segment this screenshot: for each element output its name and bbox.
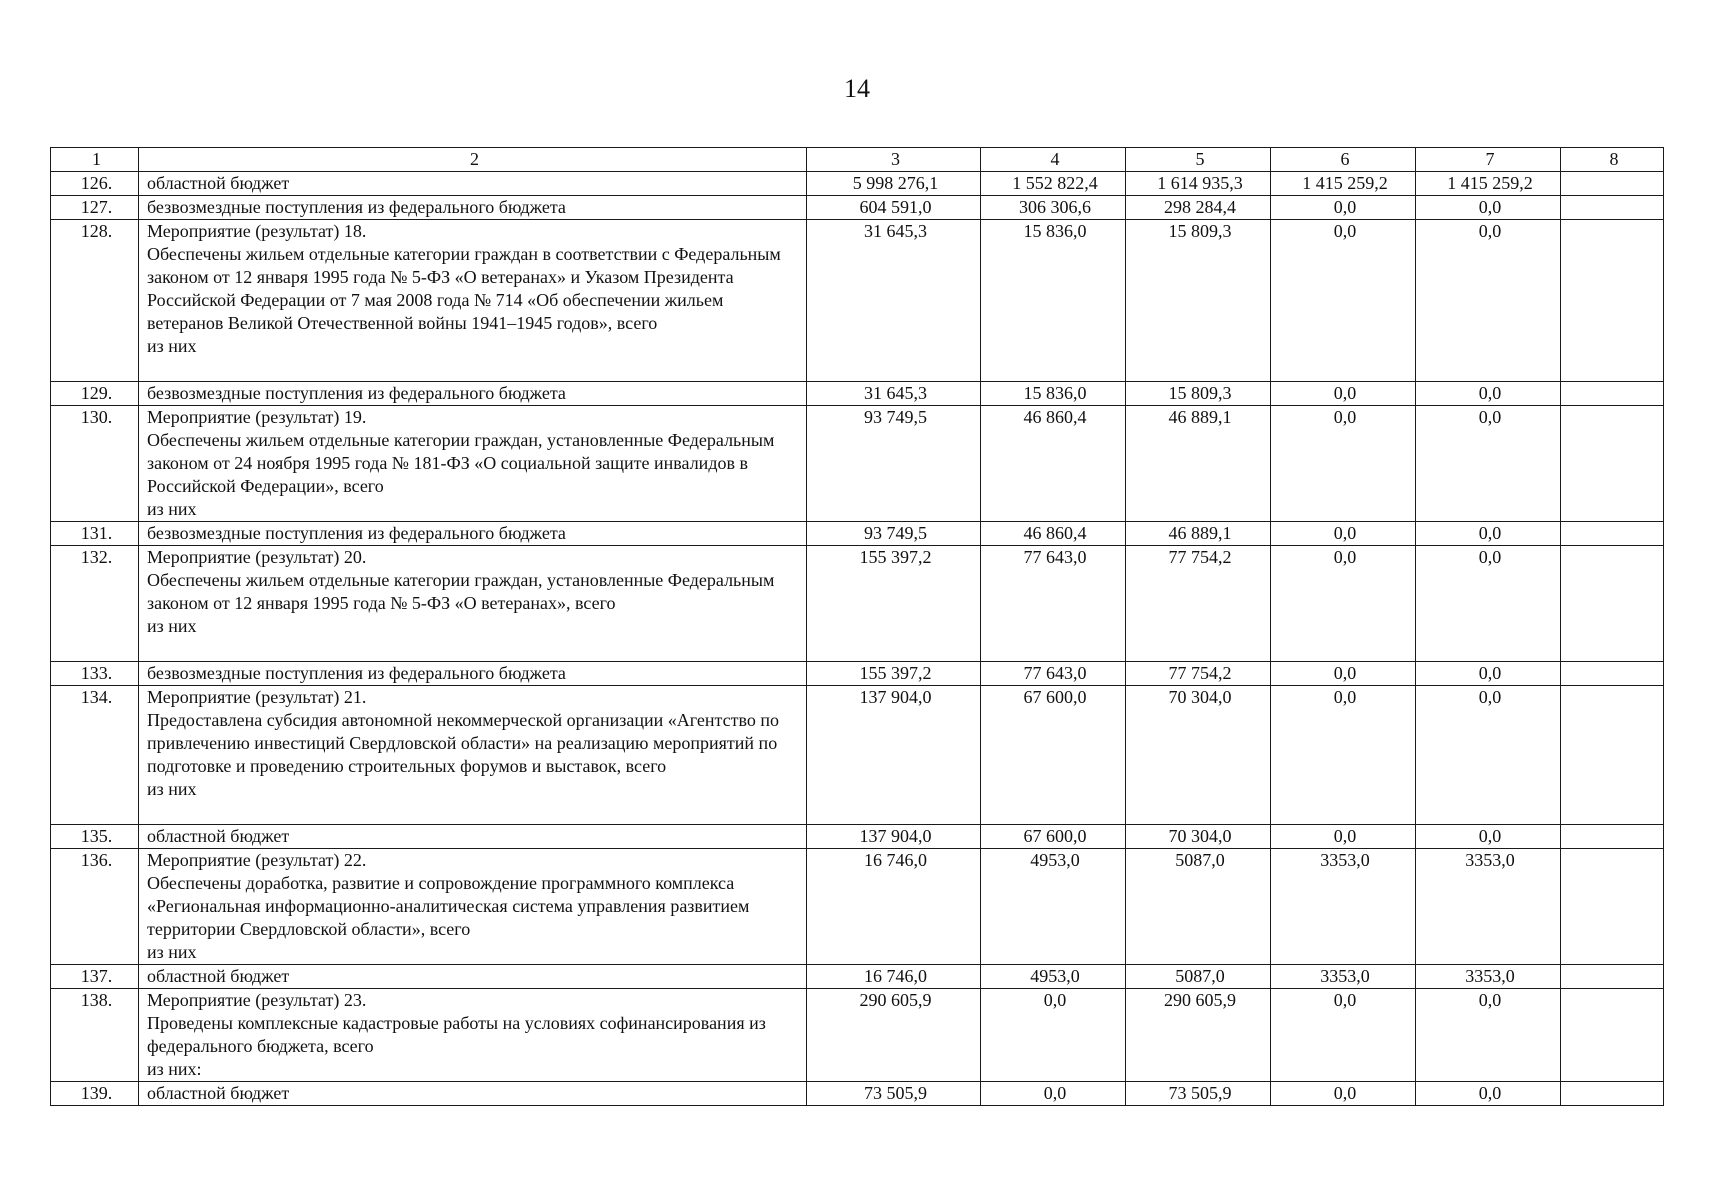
value-col-8 <box>1561 522 1664 546</box>
row-number: 135. <box>51 825 139 849</box>
value-col-5: 77 754,2 <box>1126 662 1271 686</box>
row-description: безвозмездные поступления из федерального бюджета <box>139 382 807 406</box>
table-row <box>51 849 1664 965</box>
row-number: 139. <box>51 1082 139 1106</box>
value-col-3: 137 904,0 <box>807 825 981 849</box>
value-col-8 <box>1561 382 1664 406</box>
value-col-8 <box>1561 546 1664 662</box>
row-number: 129. <box>51 382 139 406</box>
table-row <box>51 825 1664 849</box>
value-col-7: 1 415 259,2 <box>1416 172 1561 196</box>
value-col-6: 0,0 <box>1271 522 1416 546</box>
value-col-5: 70 304,0 <box>1126 686 1271 825</box>
value-col-8 <box>1561 1082 1664 1106</box>
value-col-8 <box>1561 172 1664 196</box>
row-number: 138. <box>51 989 139 1082</box>
value-col-3: 31 645,3 <box>807 382 981 406</box>
value-col-7: 0,0 <box>1416 406 1561 522</box>
value-col-3: 31 645,3 <box>807 220 981 382</box>
value-col-8 <box>1561 196 1664 220</box>
value-col-4: 0,0 <box>981 989 1126 1082</box>
value-col-5: 46 889,1 <box>1126 406 1271 522</box>
header-cell-3: 3 <box>807 148 981 172</box>
value-col-3: 137 904,0 <box>807 686 981 825</box>
value-col-7: 0,0 <box>1416 546 1561 662</box>
header-cell-2: 2 <box>139 148 807 172</box>
row-number: 133. <box>51 662 139 686</box>
value-col-4: 4953,0 <box>981 965 1126 989</box>
row-number: 128. <box>51 220 139 382</box>
value-col-5: 73 505,9 <box>1126 1082 1271 1106</box>
value-col-6: 0,0 <box>1271 546 1416 662</box>
value-col-3: 93 749,5 <box>807 406 981 522</box>
table-row <box>51 382 1664 406</box>
row-number: 131. <box>51 522 139 546</box>
header-cell-5: 5 <box>1126 148 1271 172</box>
value-col-3: 290 605,9 <box>807 989 981 1082</box>
row-description: Мероприятие (результат) 21. Предоставлена субсидия автономной некоммерческой организации «Агентство по привлечению инвестиций Свердловской области» на реализацию мероприятий по подготовке и проведению строительных форумов и выставок, всего из них <box>139 686 807 825</box>
row-description: Мероприятие (результат) 22. Обеспечены доработка, развитие и сопровождение программного комплекса «Региональная информационно-аналитическая система управления развитием территории Свердловской области», всего из них <box>139 849 807 965</box>
value-col-4: 46 860,4 <box>981 406 1126 522</box>
table-row <box>51 965 1664 989</box>
value-col-4: 4953,0 <box>981 849 1126 965</box>
row-description: Мероприятие (результат) 19. Обеспечены жильем отдельные категории граждан, установленные Федеральным законом от 24 ноября 1995 года № 181-ФЗ «О социальной защите инвалидов в Российской Федерации», всего из них <box>139 406 807 522</box>
value-col-3: 73 505,9 <box>807 1082 981 1106</box>
table-row <box>51 220 1664 382</box>
table-row <box>51 406 1664 522</box>
value-col-3: 16 746,0 <box>807 849 981 965</box>
value-col-6: 0,0 <box>1271 662 1416 686</box>
value-col-5: 298 284,4 <box>1126 196 1271 220</box>
value-col-5: 70 304,0 <box>1126 825 1271 849</box>
table-row <box>51 172 1664 196</box>
value-col-3: 155 397,2 <box>807 546 981 662</box>
value-col-8 <box>1561 825 1664 849</box>
page-number: 14 <box>844 74 870 103</box>
row-number: 132. <box>51 546 139 662</box>
value-col-3: 93 749,5 <box>807 522 981 546</box>
table-row <box>51 196 1664 220</box>
value-col-5: 15 809,3 <box>1126 220 1271 382</box>
row-number: 127. <box>51 196 139 220</box>
value-col-7: 0,0 <box>1416 825 1561 849</box>
table-row <box>51 662 1664 686</box>
table-header-row <box>51 148 1664 172</box>
value-col-8 <box>1561 662 1664 686</box>
value-col-3: 16 746,0 <box>807 965 981 989</box>
value-col-4: 67 600,0 <box>981 825 1126 849</box>
value-col-3: 604 591,0 <box>807 196 981 220</box>
value-col-6: 0,0 <box>1271 825 1416 849</box>
row-description: Мероприятие (результат) 23. Проведены комплексные кадастровые работы на условиях софинансирования из федерального бюджета, всего из них: <box>139 989 807 1082</box>
value-col-7: 0,0 <box>1416 382 1561 406</box>
value-col-5: 5087,0 <box>1126 965 1271 989</box>
value-col-5: 46 889,1 <box>1126 522 1271 546</box>
value-col-7: 0,0 <box>1416 686 1561 825</box>
value-col-5: 15 809,3 <box>1126 382 1271 406</box>
header-cell-4: 4 <box>981 148 1126 172</box>
value-col-6: 0,0 <box>1271 989 1416 1082</box>
table-row <box>51 522 1664 546</box>
table-row <box>51 1082 1664 1106</box>
row-description: областной бюджет <box>139 1082 807 1106</box>
table-row <box>51 546 1664 662</box>
value-col-4: 15 836,0 <box>981 220 1126 382</box>
value-col-7: 0,0 <box>1416 220 1561 382</box>
value-col-7: 0,0 <box>1416 989 1561 1082</box>
value-col-6: 0,0 <box>1271 382 1416 406</box>
value-col-6: 0,0 <box>1271 220 1416 382</box>
row-description: областной бюджет <box>139 172 807 196</box>
value-col-7: 0,0 <box>1416 662 1561 686</box>
value-col-7: 0,0 <box>1416 1082 1561 1106</box>
value-col-5: 5087,0 <box>1126 849 1271 965</box>
value-col-4: 46 860,4 <box>981 522 1126 546</box>
value-col-6: 0,0 <box>1271 196 1416 220</box>
value-col-4: 1 552 822,4 <box>981 172 1126 196</box>
row-description: безвозмездные поступления из федерального бюджета <box>139 196 807 220</box>
row-number: 136. <box>51 849 139 965</box>
row-number: 130. <box>51 406 139 522</box>
value-col-8 <box>1561 220 1664 382</box>
value-col-7: 3353,0 <box>1416 849 1561 965</box>
value-col-4: 67 600,0 <box>981 686 1126 825</box>
value-col-8 <box>1561 406 1664 522</box>
value-col-5: 290 605,9 <box>1126 989 1271 1082</box>
value-col-6: 0,0 <box>1271 686 1416 825</box>
table-row <box>51 686 1664 825</box>
header-cell-7: 7 <box>1416 148 1561 172</box>
value-col-4: 77 643,0 <box>981 546 1126 662</box>
value-col-4: 77 643,0 <box>981 662 1126 686</box>
value-col-8 <box>1561 989 1664 1082</box>
row-number: 137. <box>51 965 139 989</box>
row-number: 134. <box>51 686 139 825</box>
row-description: областной бюджет <box>139 825 807 849</box>
value-col-4: 0,0 <box>981 1082 1126 1106</box>
value-col-7: 0,0 <box>1416 522 1561 546</box>
value-col-8 <box>1561 849 1664 965</box>
value-col-8 <box>1561 686 1664 825</box>
row-description: областной бюджет <box>139 965 807 989</box>
value-col-3: 155 397,2 <box>807 662 981 686</box>
value-col-6: 1 415 259,2 <box>1271 172 1416 196</box>
row-number: 126. <box>51 172 139 196</box>
budget-table <box>50 147 1664 1106</box>
header-cell-6: 6 <box>1271 148 1416 172</box>
row-description: Мероприятие (результат) 18. Обеспечены жильем отдельные категории граждан в соответствии с Федеральным законом от 12 января 1995 года № 5-ФЗ «О ветеранах» и Указом Президента Российской Федерации от 7 мая 2008 года № 714 «Об обеспечении жильем ветеранов Великой Отечественной войны 1941–1945 годов», всего из них <box>139 220 807 382</box>
value-col-8 <box>1561 965 1664 989</box>
value-col-7: 3353,0 <box>1416 965 1561 989</box>
value-col-3: 5 998 276,1 <box>807 172 981 196</box>
row-description: Мероприятие (результат) 20. Обеспечены жильем отдельные категории граждан, установленные Федеральным законом от 12 января 1995 года № 5-ФЗ «О ветеранах», всего из них <box>139 546 807 662</box>
table-row <box>51 989 1664 1082</box>
value-col-6: 0,0 <box>1271 1082 1416 1106</box>
value-col-7: 0,0 <box>1416 196 1561 220</box>
value-col-6: 3353,0 <box>1271 849 1416 965</box>
value-col-6: 0,0 <box>1271 406 1416 522</box>
header-cell-8: 8 <box>1561 148 1664 172</box>
value-col-5: 1 614 935,3 <box>1126 172 1271 196</box>
value-col-4: 306 306,6 <box>981 196 1126 220</box>
value-col-4: 15 836,0 <box>981 382 1126 406</box>
value-col-6: 3353,0 <box>1271 965 1416 989</box>
row-description: безвозмездные поступления из федерального бюджета <box>139 662 807 686</box>
value-col-5: 77 754,2 <box>1126 546 1271 662</box>
row-description: безвозмездные поступления из федерального бюджета <box>139 522 807 546</box>
header-cell-1: 1 <box>51 148 139 172</box>
